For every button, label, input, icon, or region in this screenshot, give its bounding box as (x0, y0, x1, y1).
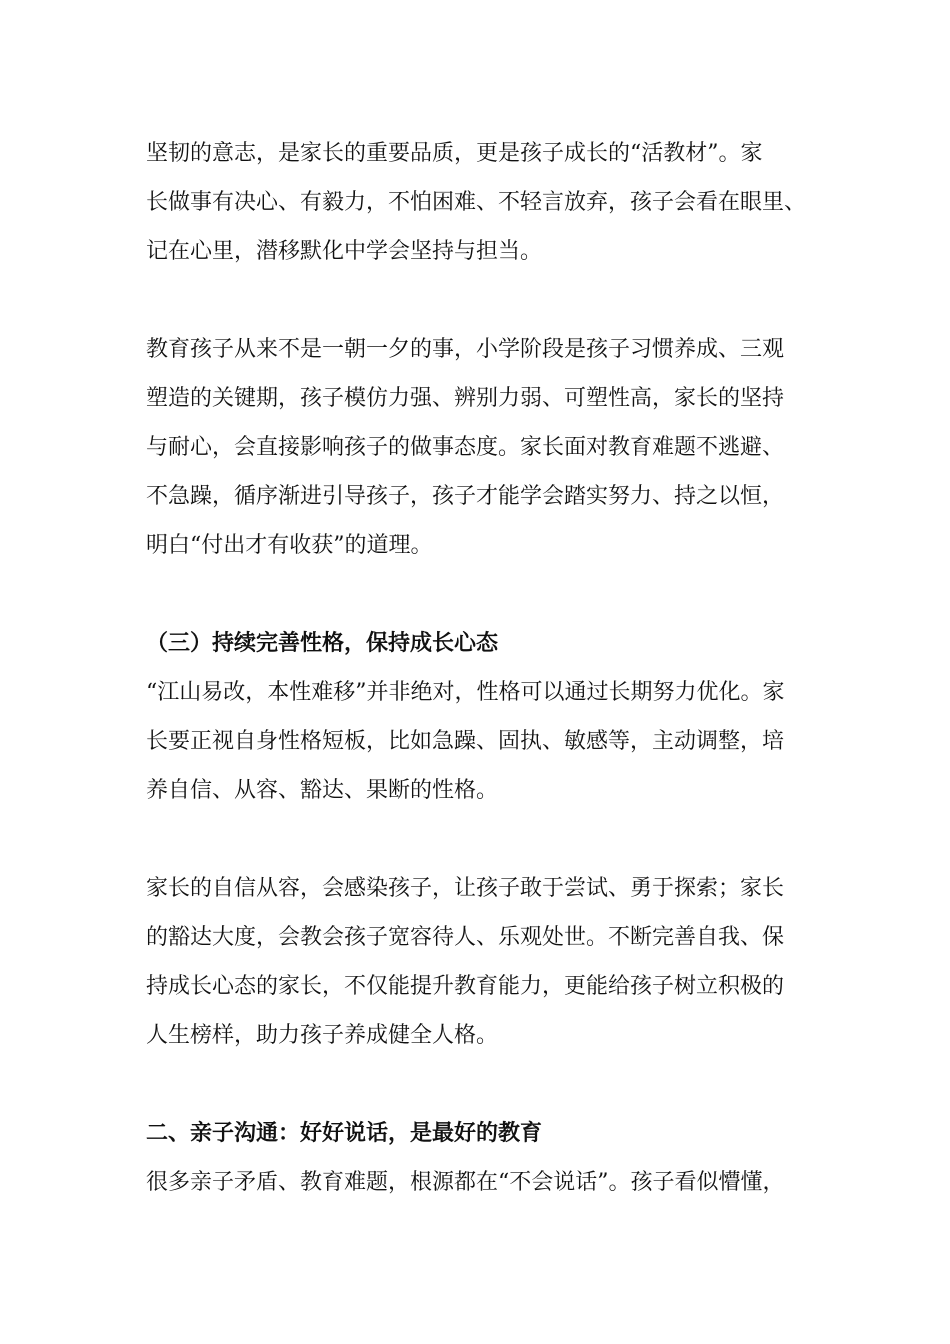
text-line: 长要正视自身性格短板，比如急躁、固执、敏感等，主动调整，培 (146, 729, 785, 754)
paragraph-growth-mindset (146, 864, 836, 1060)
text-line: 养自信、从容、豁达、果断的性格。 (146, 778, 499, 803)
paragraph-spacer (146, 276, 836, 325)
text-line: 很多亲子矛盾、教育难题，根源都在“不会说话”。孩子看似懵懂， (146, 1170, 785, 1195)
text-line: 人生榜样，助力孩子养成健全人格。 (146, 1023, 499, 1048)
paragraph-communication (146, 1158, 836, 1207)
paragraph-character (146, 668, 836, 815)
paragraph-spacer (146, 570, 836, 619)
text-line: 塑造的关键期，孩子模仿力强、辨别力弱、可塑性高，家长的坚持 (146, 386, 785, 411)
paragraph-patience (146, 325, 836, 570)
text-line: 不急躁，循序渐进引导孩子，孩子才能学会踏实努力、持之以恒， (146, 484, 785, 509)
section-heading-character: （三）持续完善性格，保持成长心态 (146, 630, 499, 656)
text-line: 教育孩子从来不是一朝一夕的事，小学阶段是孩子习惯养成、三观 (146, 337, 785, 362)
document-body (146, 129, 836, 1207)
paragraph-spacer (146, 1060, 836, 1109)
text-line: 坚韧的意志，是家长的重要品质，更是孩子成长的“活教材”。家 (146, 141, 763, 166)
text-line: 持成长心态的家长，不仅能提升教育能力，更能给孩子树立积极的 (146, 974, 785, 999)
text-line: 记在心里，潜移默化中学会坚持与担当。 (146, 239, 543, 264)
text-line: “江山易改，本性难移”并非绝对，性格可以通过长期努力优化。家 (146, 680, 785, 705)
paragraph-perseverance (146, 129, 836, 276)
text-line: 明白“付出才有收获”的道理。 (146, 533, 433, 558)
text-line: 家长的自信从容，会感染孩子，让孩子敢于尝试、勇于探索；家长 (146, 876, 785, 901)
text-line: 的豁达大度，会教会孩子宽容待人、乐观处世。不断完善自我、保 (146, 925, 785, 950)
text-line: 与耐心，会直接影响孩子的做事态度。家长面对教育难题不逃避、 (146, 435, 785, 460)
paragraph-spacer (146, 815, 836, 864)
text-line: 长做事有决心、有毅力，不怕困难、不轻言放弃，孩子会看在眼里、 (146, 190, 807, 215)
section-heading-communication: 二、亲子沟通：好好说话，是最好的教育 (146, 1120, 543, 1146)
